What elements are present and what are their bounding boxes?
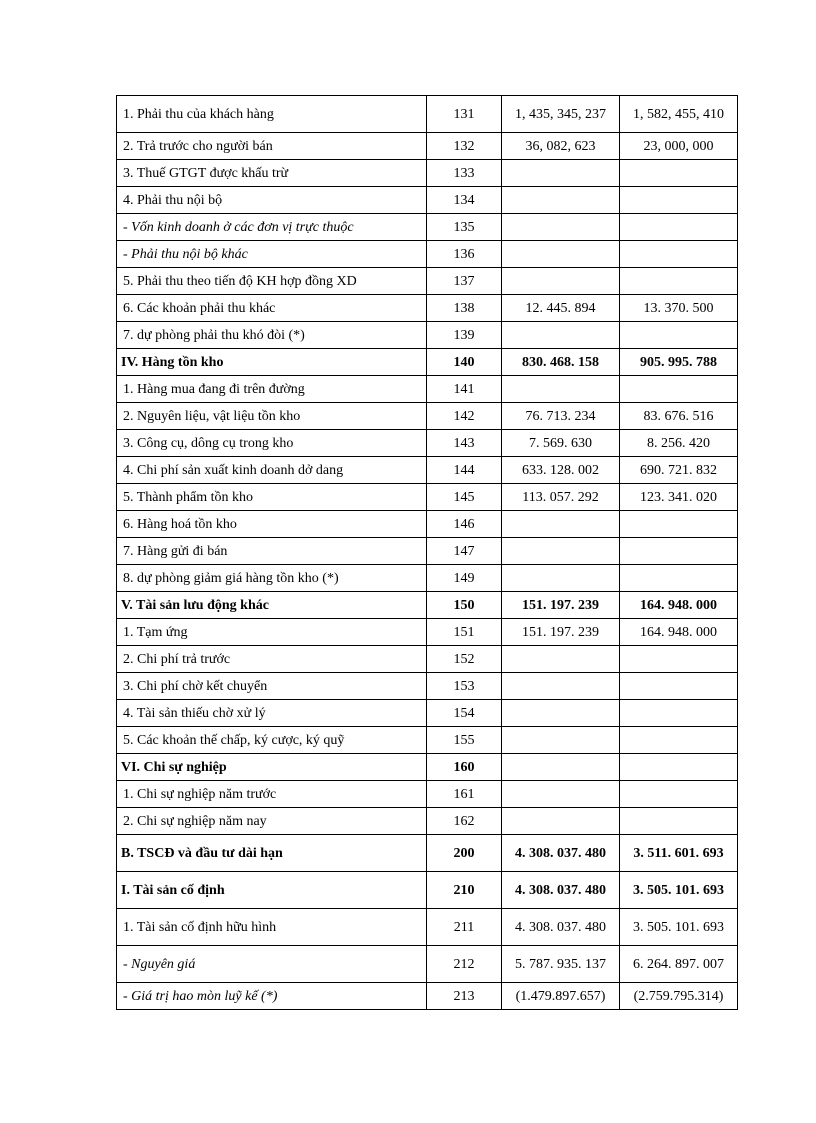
beginning-of-year-cell [620, 727, 738, 754]
item-code-cell: 136 [427, 241, 502, 268]
table-row [117, 322, 738, 349]
end-of-period-cell: 633. 128. 002 [502, 457, 620, 484]
item-name-cell: IV. Hàng tồn kho [117, 349, 427, 376]
item-name-cell: I. Tài sản cố định [117, 872, 427, 909]
end-of-period-cell [502, 700, 620, 727]
item-name-cell: 7. Hàng gửi đi bán [117, 538, 427, 565]
end-of-period-cell [502, 673, 620, 700]
table-row [117, 673, 738, 700]
table-row [117, 835, 738, 872]
item-name-cell: B. TSCĐ và đầu tư dài hạn [117, 835, 427, 872]
item-code-cell: 144 [427, 457, 502, 484]
item-name-cell: - Phải thu nội bộ khác [117, 241, 427, 268]
beginning-of-year-cell: 3. 505. 101. 693 [620, 872, 738, 909]
end-of-period-cell [502, 214, 620, 241]
end-of-period-cell [502, 646, 620, 673]
end-of-period-cell [502, 376, 620, 403]
item-name-cell: 7. dự phòng phải thu khó đòi (*) [117, 322, 427, 349]
beginning-of-year-cell: 905. 995. 788 [620, 349, 738, 376]
end-of-period-cell [502, 322, 620, 349]
item-code-cell: 131 [427, 96, 502, 133]
item-code-cell: 133 [427, 160, 502, 187]
balance-sheet-table [116, 95, 738, 1010]
item-code-cell: 160 [427, 754, 502, 781]
item-code-cell: 213 [427, 983, 502, 1010]
item-code-cell: 141 [427, 376, 502, 403]
table-row [117, 133, 738, 160]
beginning-of-year-cell: 164. 948. 000 [620, 619, 738, 646]
beginning-of-year-cell: 164. 948. 000 [620, 592, 738, 619]
table-row [117, 160, 738, 187]
table-row [117, 430, 738, 457]
table-row [117, 872, 738, 909]
beginning-of-year-cell: 83. 676. 516 [620, 403, 738, 430]
item-name-cell: V. Tài sản lưu động khác [117, 592, 427, 619]
beginning-of-year-cell [620, 268, 738, 295]
item-name-cell: 2. Nguyên liệu, vật liệu tồn kho [117, 403, 427, 430]
table-row [117, 700, 738, 727]
beginning-of-year-cell: 6. 264. 897. 007 [620, 946, 738, 983]
table-row [117, 457, 738, 484]
item-name-cell: 1. Tài sản cố định hữu hình [117, 909, 427, 946]
end-of-period-cell [502, 754, 620, 781]
item-code-cell: 150 [427, 592, 502, 619]
end-of-period-cell: 4. 308. 037. 480 [502, 872, 620, 909]
end-of-period-cell: 113. 057. 292 [502, 484, 620, 511]
end-of-period-cell: 151. 197. 239 [502, 592, 620, 619]
end-of-period-cell [502, 727, 620, 754]
item-code-cell: 161 [427, 781, 502, 808]
beginning-of-year-cell [620, 241, 738, 268]
table-row [117, 376, 738, 403]
item-name-cell: 5. Thành phẩm tồn kho [117, 484, 427, 511]
item-code-cell: 140 [427, 349, 502, 376]
item-name-cell: 1. Phải thu của khách hàng [117, 96, 427, 133]
table-row [117, 511, 738, 538]
item-name-cell: 1. Hàng mua đang đi trên đường [117, 376, 427, 403]
beginning-of-year-cell: 3. 511. 601. 693 [620, 835, 738, 872]
end-of-period-cell [502, 565, 620, 592]
item-code-cell: 134 [427, 187, 502, 214]
end-of-period-cell: 5. 787. 935. 137 [502, 946, 620, 983]
table-row [117, 241, 738, 268]
beginning-of-year-cell [620, 808, 738, 835]
item-code-cell: 137 [427, 268, 502, 295]
item-name-cell: 5. Các khoản thế chấp, ký cược, ký quỹ [117, 727, 427, 754]
beginning-of-year-cell [620, 322, 738, 349]
item-code-cell: 143 [427, 430, 502, 457]
item-code-cell: 152 [427, 646, 502, 673]
beginning-of-year-cell: 3. 505. 101. 693 [620, 909, 738, 946]
item-code-cell: 146 [427, 511, 502, 538]
beginning-of-year-cell: 690. 721. 832 [620, 457, 738, 484]
end-of-period-cell: 12. 445. 894 [502, 295, 620, 322]
table-row [117, 946, 738, 983]
table-row [117, 214, 738, 241]
table-row [117, 565, 738, 592]
item-name-cell: 3. Thuế GTGT được khấu trừ [117, 160, 427, 187]
table-row [117, 983, 738, 1010]
end-of-period-cell [502, 187, 620, 214]
item-code-cell: 138 [427, 295, 502, 322]
item-code-cell: 154 [427, 700, 502, 727]
beginning-of-year-cell: 1, 582, 455, 410 [620, 96, 738, 133]
table-row [117, 349, 738, 376]
item-code-cell: 139 [427, 322, 502, 349]
item-name-cell: 1. Chi sự nghiệp năm trước [117, 781, 427, 808]
table-row [117, 268, 738, 295]
item-name-cell: 4. Phải thu nội bộ [117, 187, 427, 214]
end-of-period-cell [502, 511, 620, 538]
end-of-period-cell [502, 268, 620, 295]
end-of-period-cell [502, 538, 620, 565]
beginning-of-year-cell [620, 160, 738, 187]
item-name-cell: 1. Tạm ứng [117, 619, 427, 646]
end-of-period-cell: (1.479.897.657) [502, 983, 620, 1010]
item-code-cell: 212 [427, 946, 502, 983]
table-row [117, 754, 738, 781]
beginning-of-year-cell: 13. 370. 500 [620, 295, 738, 322]
item-name-cell: 3. Chi phí chờ kết chuyển [117, 673, 427, 700]
beginning-of-year-cell [620, 754, 738, 781]
item-code-cell: 149 [427, 565, 502, 592]
table-row [117, 808, 738, 835]
beginning-of-year-cell [620, 214, 738, 241]
beginning-of-year-cell [620, 673, 738, 700]
item-code-cell: 147 [427, 538, 502, 565]
end-of-period-cell: 4. 308. 037. 480 [502, 909, 620, 946]
item-code-cell: 162 [427, 808, 502, 835]
end-of-period-cell: 830. 468. 158 [502, 349, 620, 376]
table-row [117, 96, 738, 133]
item-code-cell: 155 [427, 727, 502, 754]
item-code-cell: 132 [427, 133, 502, 160]
end-of-period-cell: 76. 713. 234 [502, 403, 620, 430]
item-name-cell: 4. Tài sản thiếu chờ xử lý [117, 700, 427, 727]
item-code-cell: 151 [427, 619, 502, 646]
beginning-of-year-cell [620, 646, 738, 673]
table-row [117, 592, 738, 619]
end-of-period-cell [502, 241, 620, 268]
table-row [117, 619, 738, 646]
item-name-cell: - Nguyên giá [117, 946, 427, 983]
item-code-cell: 142 [427, 403, 502, 430]
item-code-cell: 153 [427, 673, 502, 700]
table-row [117, 781, 738, 808]
end-of-period-cell: 1, 435, 345, 237 [502, 96, 620, 133]
item-code-cell: 145 [427, 484, 502, 511]
item-name-cell: VI. Chi sự nghiệp [117, 754, 427, 781]
item-name-cell: 2. Chi phí trả trước [117, 646, 427, 673]
table-row [117, 538, 738, 565]
beginning-of-year-cell: (2.759.795.314) [620, 983, 738, 1010]
table-row [117, 403, 738, 430]
item-name-cell: 5. Phải thu theo tiến độ KH hợp đồng XD [117, 268, 427, 295]
end-of-period-cell [502, 808, 620, 835]
beginning-of-year-cell: 23, 000, 000 [620, 133, 738, 160]
balance-sheet-body [117, 96, 738, 1010]
item-name-cell: 6. Hàng hoá tồn kho [117, 511, 427, 538]
table-row [117, 295, 738, 322]
beginning-of-year-cell [620, 511, 738, 538]
beginning-of-year-cell [620, 781, 738, 808]
beginning-of-year-cell: 123. 341. 020 [620, 484, 738, 511]
item-name-cell: 3. Công cụ, dông cụ trong kho [117, 430, 427, 457]
beginning-of-year-cell [620, 565, 738, 592]
end-of-period-cell: 7. 569. 630 [502, 430, 620, 457]
item-name-cell: 4. Chi phí sản xuất kinh doanh dở dang [117, 457, 427, 484]
beginning-of-year-cell [620, 538, 738, 565]
table-row [117, 727, 738, 754]
item-code-cell: 210 [427, 872, 502, 909]
beginning-of-year-cell [620, 187, 738, 214]
item-name-cell: - Giá trị hao mòn luỹ kế (*) [117, 983, 427, 1010]
item-code-cell: 211 [427, 909, 502, 946]
beginning-of-year-cell [620, 700, 738, 727]
item-code-cell: 200 [427, 835, 502, 872]
item-code-cell: 135 [427, 214, 502, 241]
beginning-of-year-cell [620, 376, 738, 403]
end-of-period-cell: 151. 197. 239 [502, 619, 620, 646]
table-row [117, 187, 738, 214]
end-of-period-cell: 4. 308. 037. 480 [502, 835, 620, 872]
item-name-cell: 8. dự phòng giảm giá hàng tồn kho (*) [117, 565, 427, 592]
end-of-period-cell [502, 160, 620, 187]
item-name-cell: - Vốn kinh doanh ở các đơn vị trực thuộc [117, 214, 427, 241]
table-row [117, 909, 738, 946]
end-of-period-cell [502, 781, 620, 808]
table-row [117, 646, 738, 673]
item-name-cell: 6. Các khoản phải thu khác [117, 295, 427, 322]
beginning-of-year-cell: 8. 256. 420 [620, 430, 738, 457]
item-name-cell: 2. Chi sự nghiệp năm nay [117, 808, 427, 835]
table-row [117, 484, 738, 511]
end-of-period-cell: 36, 082, 623 [502, 133, 620, 160]
item-name-cell: 2. Trả trước cho người bán [117, 133, 427, 160]
